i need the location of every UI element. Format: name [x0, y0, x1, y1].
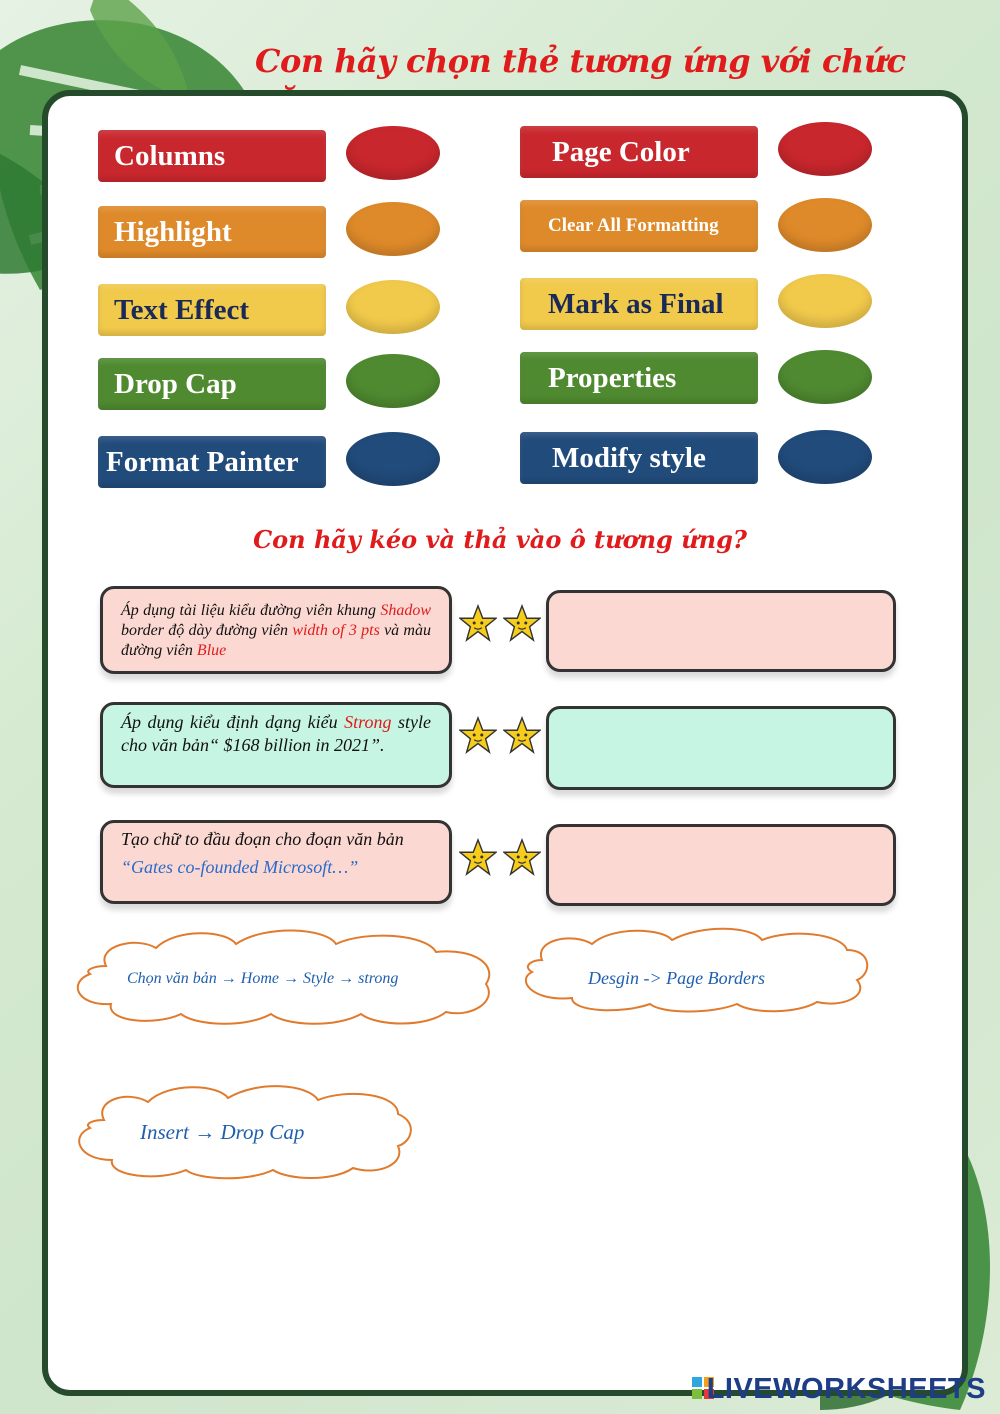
card-clear-all-formatting[interactable] — [520, 200, 758, 252]
question-text: Áp dụng tài liệu kiểu đường viên khung — [121, 602, 381, 619]
star-icon — [503, 604, 541, 642]
card-label: Format Painter — [106, 445, 299, 478]
card-page-color[interactable] — [520, 126, 758, 178]
question-text: style cho văn bản“ $168 billion in 2021”. — [121, 712, 431, 755]
question-text: Áp dụng kiểu định dạng kiểu — [121, 712, 345, 732]
question-quote: “Gates co-founded Microsoft…” — [121, 857, 359, 877]
card-label: Drop Cap — [114, 367, 237, 400]
drop-target-blob[interactable] — [346, 202, 440, 256]
star-icon — [459, 604, 497, 642]
card-label: Page Color — [552, 135, 690, 168]
answer-drop-box-2[interactable] — [546, 706, 896, 790]
drop-target-blob[interactable] — [778, 274, 872, 328]
star-icon — [459, 716, 497, 754]
question-text: border độ dày đường viên — [121, 622, 293, 639]
drop-target-blob[interactable] — [778, 350, 872, 404]
card-text-effect[interactable] — [98, 284, 326, 336]
section-title: Con hãy kéo và thả vào ô tương ứng? — [253, 525, 747, 554]
card-modify-style[interactable] — [520, 432, 758, 484]
card-label: Properties — [548, 361, 677, 394]
star-icon — [503, 838, 541, 876]
question-keyword: width of 3 pts — [292, 622, 380, 639]
card-label: Columns — [114, 139, 226, 172]
card-mark-as-final[interactable] — [520, 278, 758, 330]
card-label: Clear All Formatting — [548, 215, 719, 236]
question-text: và màu đường viên — [121, 622, 431, 659]
card-drop-cap[interactable] — [98, 358, 326, 410]
drop-target-blob[interactable] — [346, 354, 440, 408]
question-box-2 — [100, 702, 452, 788]
drop-target-blob[interactable] — [346, 432, 440, 486]
card-format-painter[interactable] — [98, 436, 326, 488]
drop-target-blob[interactable] — [778, 198, 872, 252]
star-icon — [459, 838, 497, 876]
question-keyword: Strong — [344, 712, 392, 732]
card-label: Highlight — [114, 215, 232, 248]
footer-brand: LIVEWORKSHEETS — [706, 1373, 986, 1405]
question-keyword: Blue — [196, 642, 227, 659]
card-label: Modify style — [552, 441, 706, 474]
drop-target-blob[interactable] — [346, 280, 440, 334]
answer-cloud-3-text: Insert → Drop Cap — [140, 1120, 305, 1144]
question-keyword: Shadow — [380, 602, 431, 619]
answer-drop-box-3[interactable] — [546, 824, 896, 906]
page-title: Con hãy chọn thẻ tương ứng với chức — [255, 42, 906, 80]
answer-cloud-2-text: Desgin -> Page Borders — [588, 968, 765, 988]
card-label: Text Effect — [114, 293, 250, 326]
drop-target-blob[interactable] — [778, 122, 872, 176]
question-text: Tạo chữ to đầu đoạn cho đoạn văn bản — [121, 829, 404, 849]
drop-target-blob[interactable] — [778, 430, 872, 484]
answer-cloud-1-text: Chọn văn bản → Home → Style → strong — [127, 970, 399, 987]
answer-drop-box-1[interactable] — [546, 590, 896, 672]
question-box-3 — [100, 820, 452, 904]
question-box-1 — [100, 586, 452, 674]
card-columns[interactable] — [98, 130, 326, 182]
card-label: Mark as Final — [548, 287, 724, 320]
card-properties[interactable] — [520, 352, 758, 404]
star-icon — [503, 716, 541, 754]
card-highlight[interactable] — [98, 206, 326, 258]
drop-target-blob[interactable] — [346, 126, 440, 180]
